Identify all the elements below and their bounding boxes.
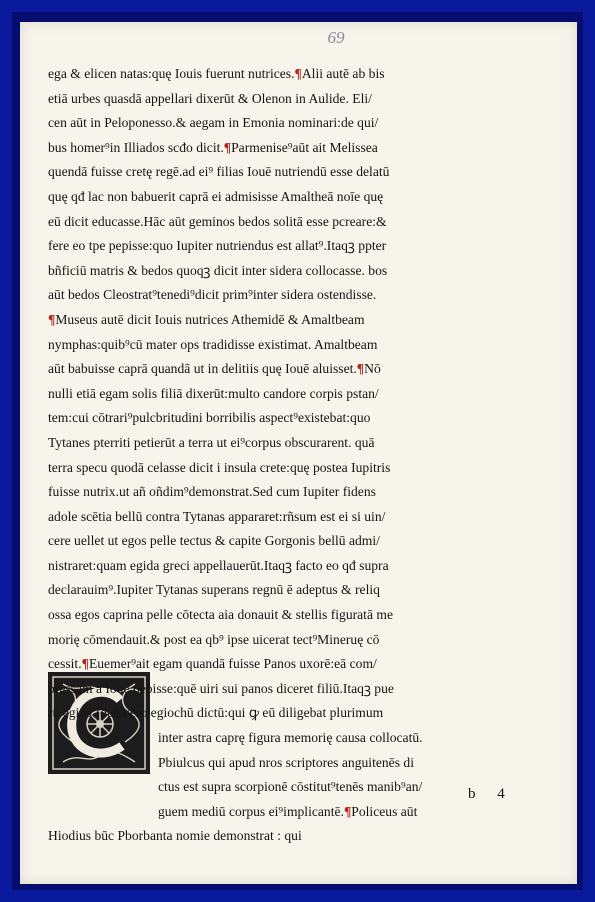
text-line — [48, 87, 546, 112]
line-text: tem:cui cōtrari⁹pulcbritudini borribilis aspect⁹existebat:quo — [48, 410, 371, 426]
text-line — [48, 456, 546, 481]
text-line — [48, 160, 546, 185]
line-text-continued: Euemer⁹ait egam quandā fuisse Panos uxorē:eā com/ — [88, 656, 377, 672]
line-text: rū egipā.Iouē uero egiochū dictū:qui ꝙ eū diligebat plurimum — [48, 705, 384, 721]
line-text: quendā fuisse cretę regē.ad ei⁹ filias Iouē nutriendū esse delatū — [48, 164, 390, 180]
text-line — [48, 824, 546, 849]
paragraph-mark: ¶ — [294, 66, 302, 81]
text-line — [48, 480, 546, 505]
line-text-continued: Policeus aūt — [351, 803, 418, 819]
line-text: ega & elicen natas:quę Iouis fuerunt nutrices. — [48, 66, 295, 81]
line-text: Tytanes pterriti petierūt a terra ut ei⁹corpus obscurarent. quā — [48, 434, 375, 450]
text-line — [48, 677, 546, 702]
text-line — [48, 111, 546, 136]
text-line — [48, 751, 546, 776]
line-text: ctus est supra scorpionē cōstitut⁹tenēs manib⁹an/ — [158, 779, 423, 795]
page-footer — [468, 786, 548, 803]
line-text: nulli etiā egam solis filiā dixerūt:multo candore corpis pstan/ — [48, 385, 379, 401]
text-line — [48, 259, 546, 284]
paragraph-mark: ¶ — [343, 803, 352, 819]
line-text: nymphas:quib⁹cū mater ops tradidisse existimat. Amaltbeam — [48, 336, 378, 352]
text-line — [48, 578, 546, 603]
text-line — [48, 800, 546, 825]
line-text: Hiodius būc Pborbanta nomie demonstrat : qui — [48, 828, 302, 844]
paragraph-mark: ¶ — [356, 361, 365, 377]
line-text: ossa egos caprina pelle cōtecta aia donauit & stellis figuratā me — [48, 607, 394, 623]
paragraph-mark: ¶ — [81, 656, 89, 672]
line-text: nistraret:quam egida greci appellauerūt.Itaqꝫ facto eo qđ supra — [48, 557, 389, 573]
folio-number: 69 — [327, 28, 345, 47]
text-line — [48, 357, 546, 382]
body-text — [48, 62, 546, 849]
text-line — [48, 234, 546, 259]
line-text: inter astra caprę figura memorię causa collocatū. — [158, 730, 423, 746]
text-line — [48, 431, 546, 456]
document-page — [20, 22, 577, 884]
text-line — [48, 628, 546, 653]
line-text: fuisse nutrix.ut añ oñdim⁹demonstrat.Sed cum Iupiter fidens — [48, 484, 376, 500]
paragraph-mark: ¶ — [48, 311, 56, 327]
line-text-continued: Nō — [364, 361, 381, 377]
line-text: aūt babuisse caprā quandā ut in delitiis quę Iouē aluisset. — [48, 361, 357, 377]
text-line — [48, 603, 546, 628]
line-text: adole scētia bellū contra Tytanas appararet:rñsum est ei si uin/ — [48, 508, 386, 524]
text-line — [48, 308, 546, 333]
line-text: quę qđ lac non babuerit caprā ei admisisse Amaltheā noīe quę — [48, 188, 384, 204]
leaf-number: 4 — [497, 786, 505, 802]
text-line — [48, 554, 546, 579]
text-line — [48, 652, 546, 677]
line-text: morię cōmendauit.& post ea qb⁹ ipse uicerat tect⁹Mineruę cō — [48, 631, 380, 647]
line-text: declarauim⁹.Iupiter Tytanas superans regnū ē adeptus & reliq — [48, 582, 380, 598]
text-line — [48, 701, 546, 726]
line-text: terra specu quodā celasse dicit i insula crete:quę postea Iupitris — [48, 459, 391, 475]
line-text-continued: Museus autē dicit Iouis nutrices Athemidē & Amaltbeam — [55, 311, 365, 327]
text-line — [48, 62, 546, 87]
text-line — [48, 333, 546, 358]
line-text-continued: Alii autē ab bis — [301, 66, 385, 81]
text-line — [48, 185, 546, 210]
line-text: eū dicit educasse.Hāc aūt geminos bedos solitā esse pcreare:& — [48, 213, 387, 229]
text-line — [48, 505, 546, 530]
line-text-continued: Parmenise⁹aūt ait Melissea — [231, 139, 378, 155]
text-line — [48, 406, 546, 431]
line-text: Pbiulcus qui apud nros scriptores anguitenēs di — [158, 754, 414, 770]
line-text: cen aūt in Peloponesso.& aegam in Emonia nominari:de qui/ — [48, 115, 379, 131]
text-line — [48, 136, 546, 161]
text-line — [48, 283, 546, 308]
line-text: guem mediū corpus ei⁹implicantē. — [158, 803, 344, 819]
line-text: pressam a Ioue pepisse:quē uiri sui panos diceret filiū.Itaqꝫ pue — [48, 680, 394, 696]
line-text: bñficiū matris & bedos quoqꝫ dicit inter sidera collocasse. bos — [48, 262, 388, 278]
line-text: cere uellet ut egos pelle tectus & capite Gorgonis bellū admi/ — [48, 533, 380, 549]
text-line — [48, 210, 546, 235]
line-text: cessit. — [48, 656, 82, 672]
paragraph-mark: ¶ — [223, 139, 232, 155]
text-line — [48, 382, 546, 407]
line-text: aūt bedos Cleostrat⁹tenedi⁹dicit prim⁹inter sidera ostendisse. — [48, 287, 377, 303]
line-text: etiā urbes quasdā appellari dixerūt & Olenon in Aulide. Eli/ — [48, 90, 372, 106]
line-text: bus homer⁹in Illiados scđo dicit. — [48, 139, 224, 155]
text-line — [48, 726, 546, 751]
text-line — [48, 529, 546, 554]
signature-mark: b — [468, 786, 476, 802]
line-text: fere eo tpe pepisse:quo Iupiter nutriendus est allat⁹.Itaqꝫ ppter — [48, 238, 387, 254]
